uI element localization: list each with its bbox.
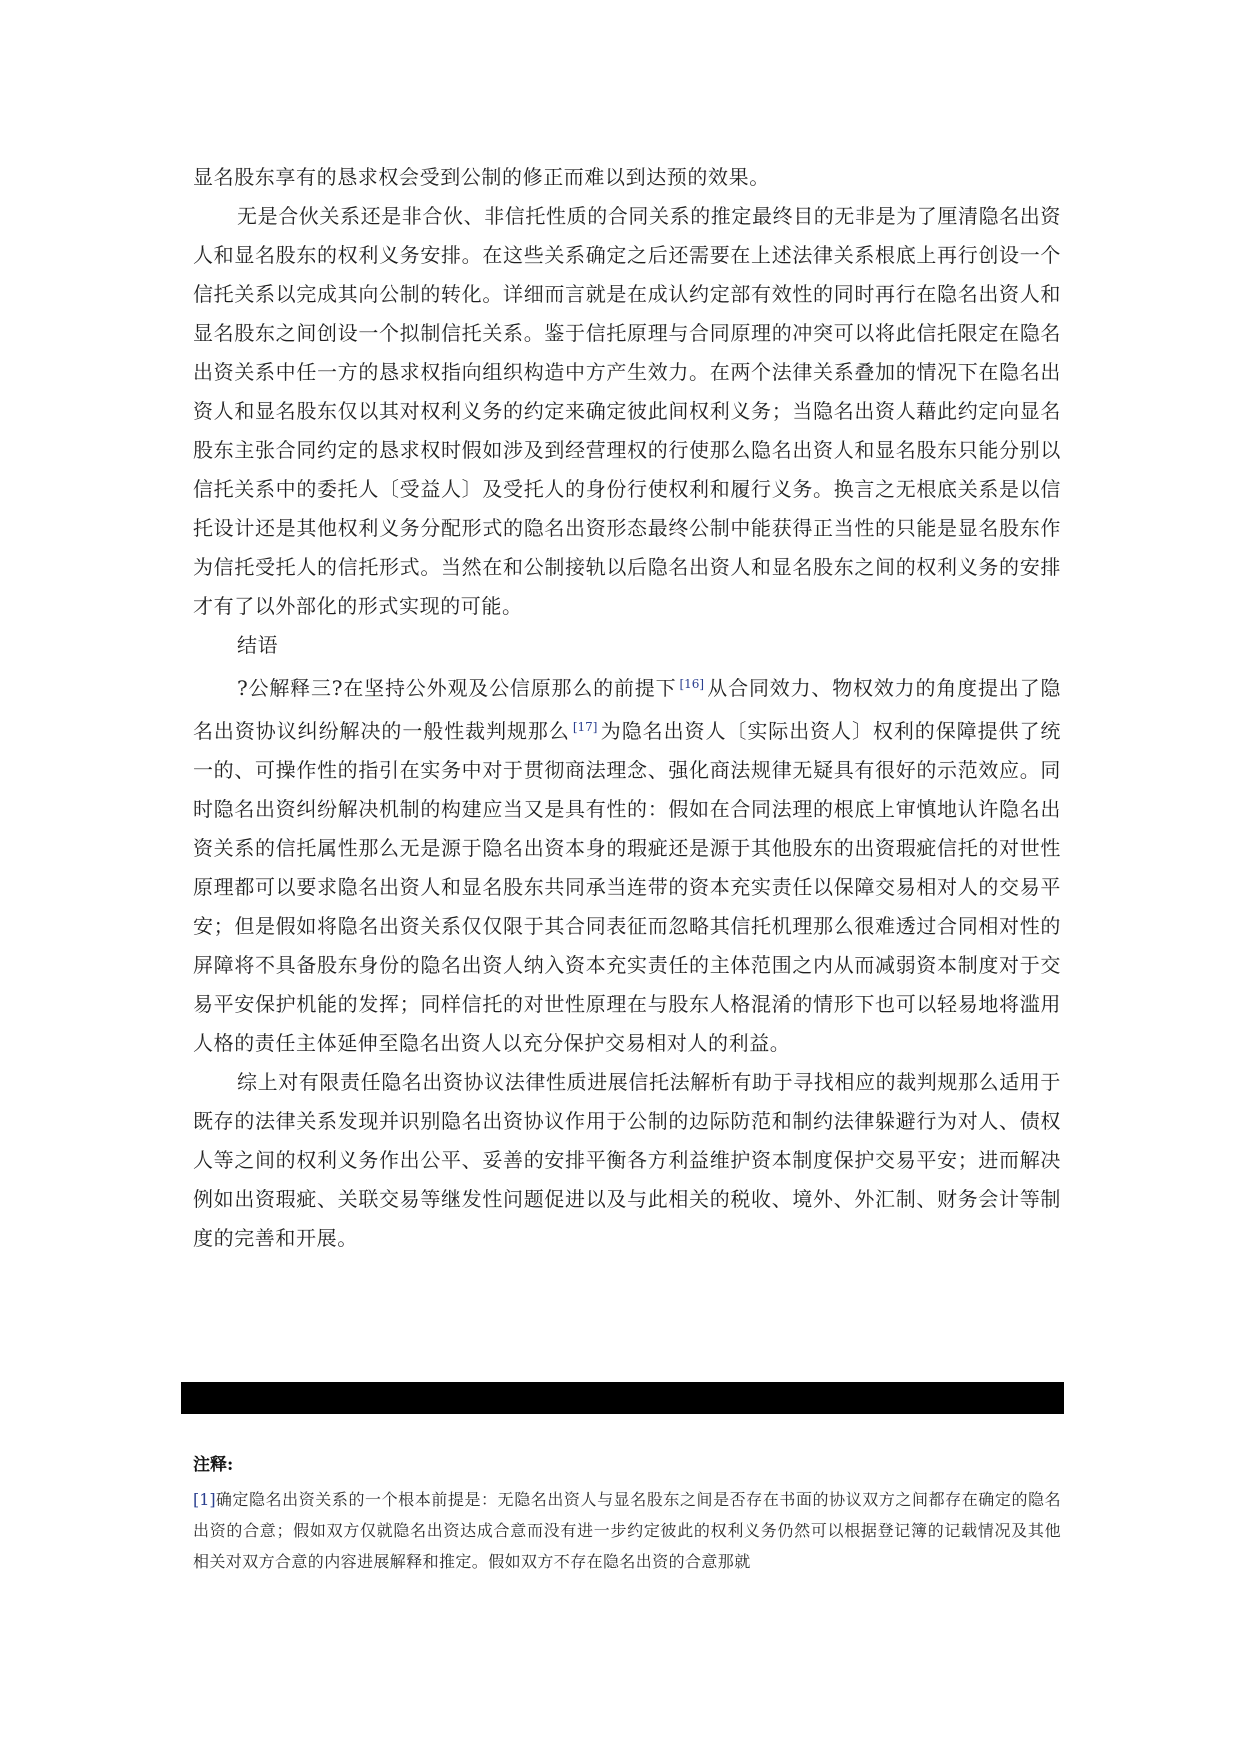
paragraph-trust-analysis: 无是合伙关系还是非合伙、非信托性质的合同关系的推定最终目的无非是为了厘清隐名出资人和显名股东的权利义务安排。在这些关系确定之后还需要在上述法律关系根底上再行创设一个信托关系以完成其向公制的转化。详细而言就是在成认约定部有效性的同时再行在隐名出资人和显名股东之间创设一个拟制信托关系。鉴于信托原理与合同原理的冲突可以将此信托限定在隐名出资关系中任一方的恳求权指向组织构造中方产生效力。在两个法律关系叠加的情况下在隐名出资人和显名股东仅以其对权利义务的约定来确定彼此间权利义务；当隐名出资人藉此约定向显名股东主张合同约定的恳求权时假如涉及到经营理权的行使那么隐名出资人和显名股东只能分别以信托关系中的委托人〔受益人〕及受托人的身份行使权利和履行义务。换言之无根底关系是以信托设计还是其他权利义务分配形式的隐名出资形态最终公制中能获得正当性的只能是显名股东作为信托受托人的信托形式。当然在和公制接轨以后隐名出资人和显名股东之间的权利义务的安排才有了以外部化的形式实现的可能。 (193, 204, 1061, 618)
redaction-bar (181, 1382, 1064, 1414)
footnote-ref-16[interactable]: [16] (679, 677, 705, 691)
paragraph-summary: 综上对有限责任隐名出资协议法律性质进展信托法解析有助于寻找相应的裁判规那么适用于既存的法律关系发现并识别隐名出资协议作用于公制的边际防范和制约法律躲避行为对人、债权人等之间的权利义务作出公平、妥善的安排平衡各方利益维护资本制度保护交易平安；进而解决例如出资瑕疵、关联交易等继发性问题促进以及与此相关的税收、境外、外汇制、财务会计等制度的完善和开展。 (193, 1070, 1061, 1250)
conclusion-text-part3: 为隐名出资人〔实际出资人〕权利的保障提供了统一的、可操作性的指引在实务中对于贯彻商法理念、强化商法规律无疑具有很好的示范效应。同时隐名出资纠纷解决机制的构建应当又是具有性的：假如在合同法理的根底上审慎地认许隐名出资关系的信托属性那么无是源于隐名出资本身的瑕疵还是源于其他股东的出资瑕疵信托的对世性原理都可以要求隐名出资人和显名股东共同承当连带的资本充实责任以保障交易相对人的交易平安；但是假如将隐名出资关系仅仅限于其合同表征而忽略其信托机理那么很难透过合同相对性的屏障将不具备股东身份的隐名出资人纳入资本充实责任的主体范围之内从而减弱资本制度对于交易平安保护机能的发挥；同样信托的对世性原理在与股东人格混淆的情形下也可以轻易地将滥用人格的责任主体延伸至隐名出资人以充分保护交易相对人的利益。 (193, 719, 1061, 1055)
conclusion-text-part1: ?公解释三?在坚持公外观及公信原那么的前提下 (237, 676, 677, 700)
section-heading-conclusion: 结语 (237, 633, 279, 657)
paragraph-continuation: 显名股东享有的恳求权会受到公制的修正而难以到达预的效果。 (193, 165, 770, 189)
footnotes-title: 注释: (193, 1455, 234, 1475)
body-text (193, 158, 1061, 1258)
footnote-ref-1[interactable]: [1] (193, 1490, 216, 1509)
conclusion-text-part2: 从合同效力、物权效力的角度提出了隐名出资协议纠纷解决的一般性裁判规那么 (193, 676, 1061, 743)
footnote-item (193, 1484, 1061, 1577)
footnotes-section (193, 1450, 1061, 1577)
footnote-text: 确定隐名出资关系的一个根本前提是：无隐名出资人与显名股东之间是否存在书面的协议双方之间都存在确定的隐名出资的合意；假如双方仅就隐名出资达成合意而没有进一步约定彼此的权利义务仍然可以根据登记簿的记载情况及其他相关对双方合意的内容进展解释和推定。假如双方不存在隐名出资的合意那就 (193, 1490, 1061, 1571)
paragraph-conclusion (193, 665, 1061, 1063)
footnote-ref-17[interactable]: [17] (572, 720, 598, 734)
